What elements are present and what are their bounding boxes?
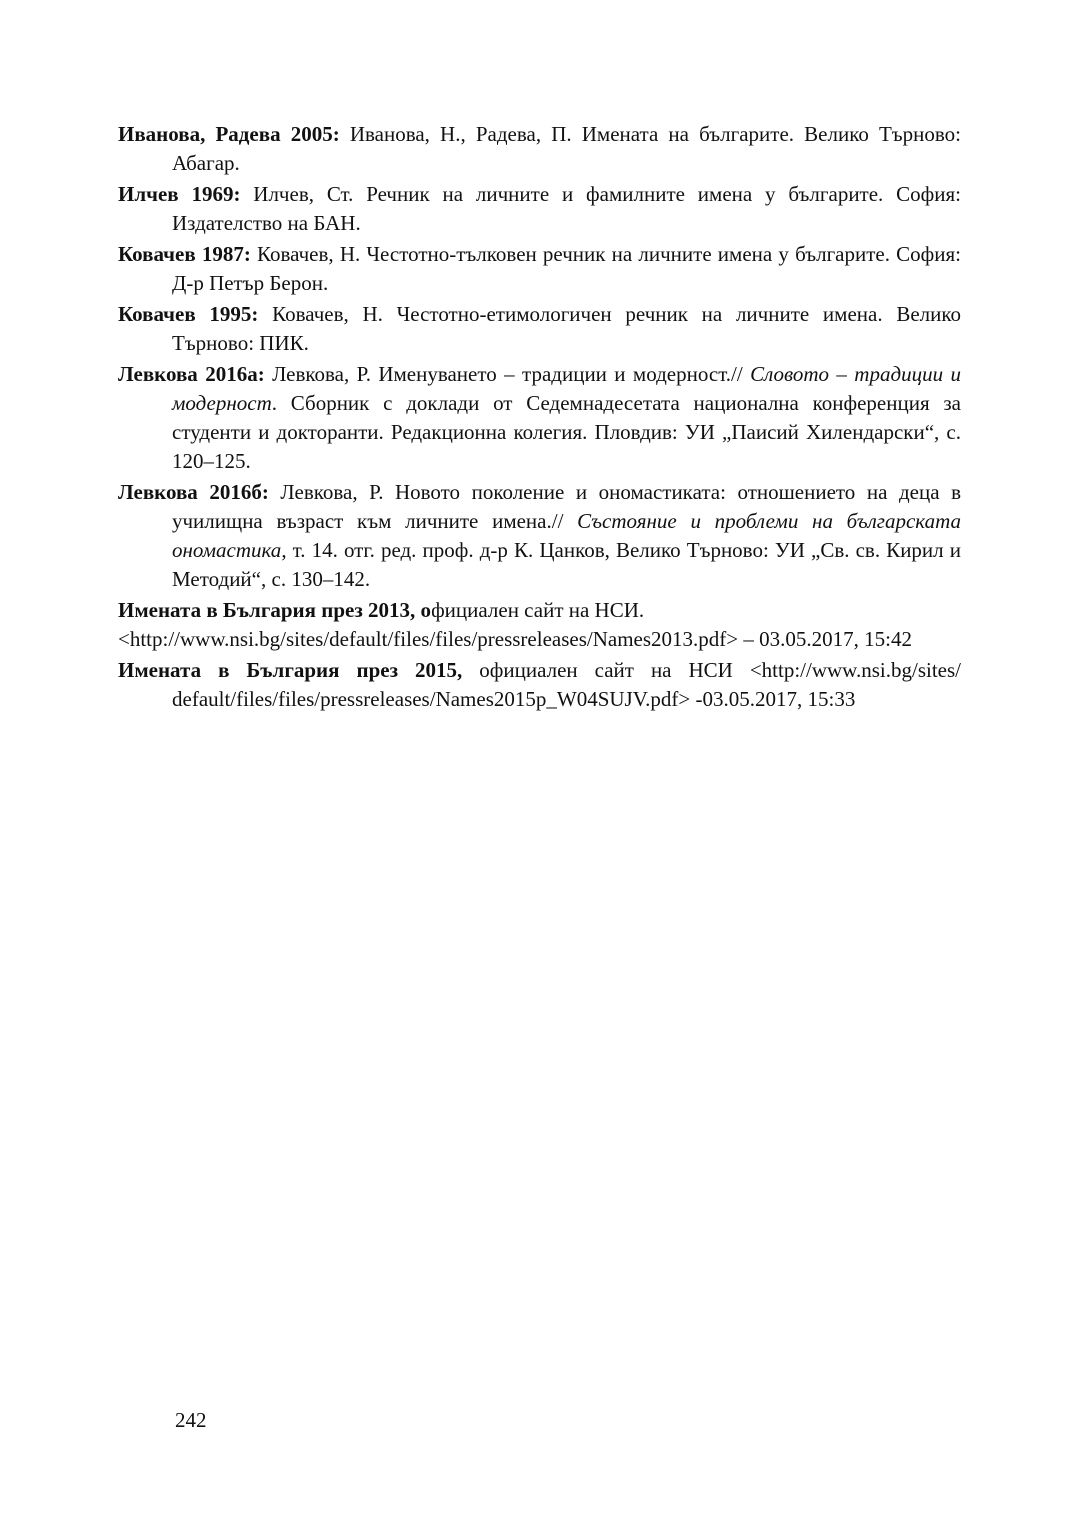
reference-key: Иванова, Радева 2005: bbox=[118, 122, 340, 146]
reference-text: Илчев, Ст. Речник на личните и фамилните имена у българите. София: Издателство на БАН. bbox=[172, 182, 961, 235]
reference-text: Левкова, Р. Новото поколение и ономастиката: отношението на деца в училищна възраст към личните имена.// bbox=[172, 480, 961, 533]
reference-list bbox=[118, 120, 961, 716]
reference-text: Иванова, Н., Радева, П. Имената на българите. Велико Търново: Абагар. bbox=[172, 122, 962, 175]
reference-entry bbox=[118, 360, 961, 476]
reference-key: Илчев 1969: bbox=[118, 182, 241, 206]
reference-entry bbox=[118, 180, 961, 238]
reference-entry bbox=[118, 478, 961, 594]
reference-title-italic: Словото – традиции и модерност bbox=[172, 362, 961, 415]
reference-text: . Сборник с доклади от Седемнадесетата национална конференция за студенти и докторанти. Редакционна колегия. Пловдив: УИ „Паисий Хилендарски“, с. 120–125. bbox=[172, 391, 961, 473]
reference-text: фициален сайт на НСИ. bbox=[431, 598, 645, 622]
reference-entry bbox=[118, 300, 961, 358]
reference-key: Имената в България през 2013, о bbox=[118, 598, 432, 622]
reference-text: Ковачев, Н. Честотно-тълковен речник на личните имена у българите. София: Д-р Петър Берон. bbox=[172, 242, 962, 295]
reference-entry bbox=[118, 656, 961, 714]
reference-text: , т. 14. отг. ред. проф. д-р К. Цанков, Велико Търново: УИ „Св. св. Кирил и Методий“, с. 130–142. bbox=[172, 538, 961, 591]
reference-url: <http://www.nsi.bg/sites/default/files/files/pressreleases/Names2013.pdf> – 03.05.2017, 15:42 bbox=[118, 627, 912, 651]
reference-title-italic: Състояние и проблеми на българската ономастика bbox=[172, 509, 961, 562]
reference-entry bbox=[118, 120, 961, 178]
reference-text: официален сайт на НСИ <http://www.nsi.bg/sites/ default/files/files/pressreleases/Names2015p_W04SUJV.pdf> -03.05.2017, 15:33 bbox=[172, 658, 961, 711]
reference-key: Ковачев 1987: bbox=[118, 242, 251, 266]
reference-text: Левкова, Р. Именуването – традиции и модерност.// bbox=[264, 362, 751, 386]
reference-text: Ковачев, Н. Честотно-етимологичен речник на личните имена. Велико Търново: ПИК. bbox=[172, 302, 962, 355]
reference-entry bbox=[118, 596, 961, 625]
reference-key: Левкова 2016б: bbox=[118, 480, 269, 504]
page-number: 242 bbox=[175, 1408, 207, 1432]
reference-key: Имената в България през 2015, bbox=[118, 658, 463, 682]
reference-url-line bbox=[118, 625, 961, 654]
reference-key: Левкова 2016а: bbox=[118, 362, 265, 386]
reference-entry bbox=[118, 240, 961, 298]
reference-key: Ковачев 1995: bbox=[118, 302, 259, 326]
